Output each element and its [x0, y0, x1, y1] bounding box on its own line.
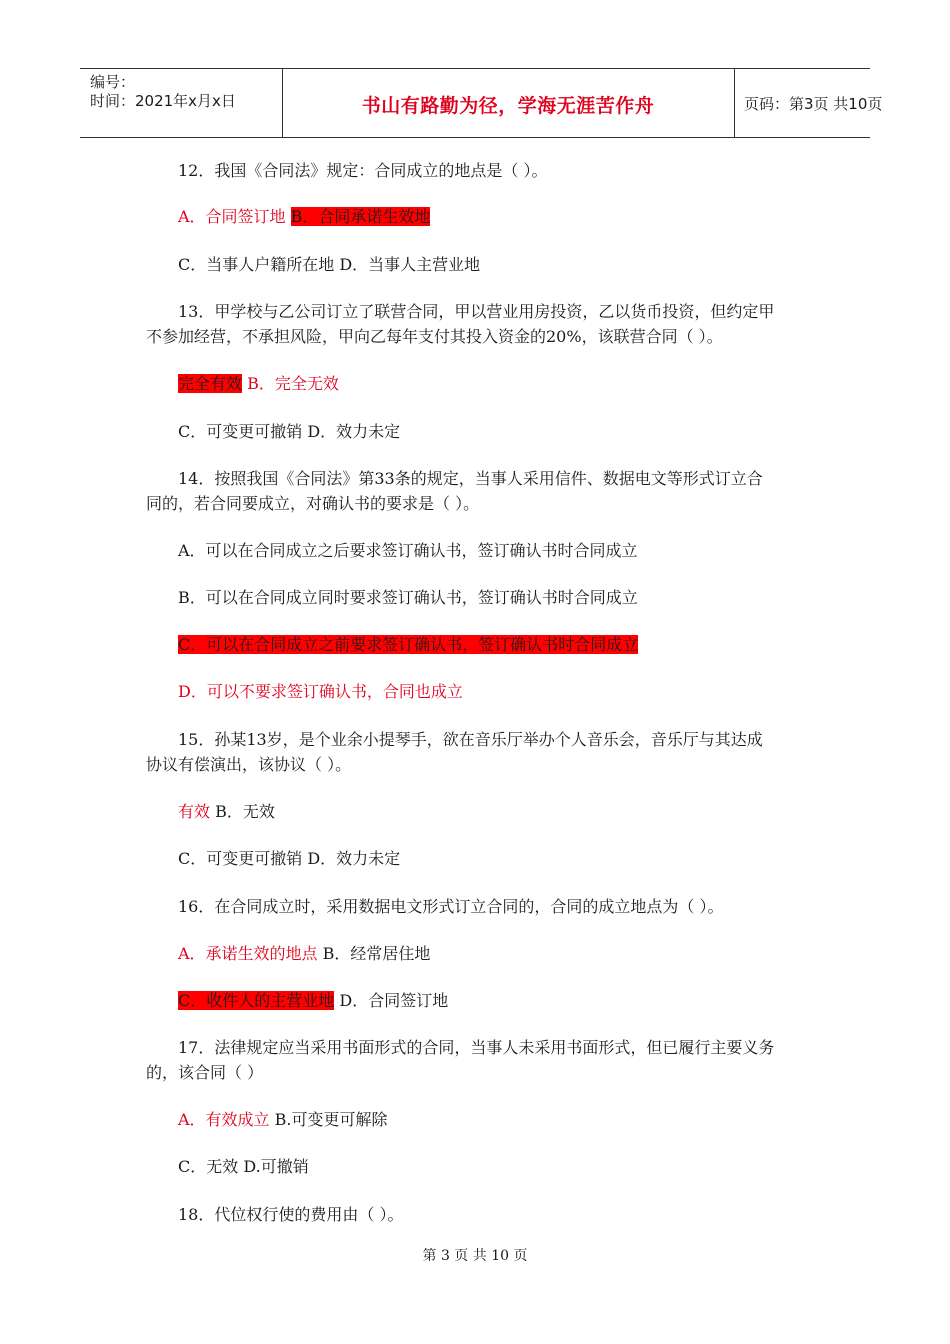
motto: 书山有路勤为径，学海无涯苦作舟	[361, 95, 655, 117]
q12-stem: 12．我国《合同法》规定：合同成立的地点是（ ）。	[178, 161, 548, 180]
page-label: 页码：第3页 共10页	[744, 95, 883, 113]
q13-stem-line1: 13．甲学校与乙公司订立了联营合同，甲以营业用房投资，乙以货币投资，但约定甲	[178, 302, 775, 321]
q16-options-cd	[178, 990, 448, 1012]
page-header	[80, 68, 883, 138]
q17-option-a: A．有效成立	[178, 1110, 270, 1129]
q12-option-b: B．合同承诺生效地	[290, 207, 431, 226]
q14-stem-line1: 14．按照我国《合同法》第33条的规定，当事人采用信件、数据电文等形式订立合	[178, 469, 763, 488]
q12-option-c: C．当事人户籍所在地	[178, 255, 335, 274]
q17-options-cd	[178, 1156, 309, 1178]
q16-option-c: C．收件人的主营业地	[178, 991, 335, 1010]
q12-option-a: A．合同签订地	[178, 207, 286, 226]
q15-options-cd	[178, 848, 400, 870]
q15-stem-line2: 协议有偿演出，该协议（ ）。	[146, 755, 352, 774]
number-label: 编号：	[90, 73, 136, 91]
header-meta	[80, 69, 283, 137]
q13-option-c: C．可变更可撤销	[178, 422, 303, 441]
q15-option-c: C．可变更可撤销	[178, 849, 303, 868]
q17-stem-line2: 的，该合同（ ）	[146, 1063, 264, 1082]
q15-options-ab	[178, 801, 275, 823]
q14-option-c: C．可以在合同成立之前要求签订确认书，签订确认书时合同成立	[178, 635, 639, 654]
q14-stem-line2: 同的，若合同要成立，对确认书的要求是（ ）。	[146, 494, 480, 513]
q13-option-b: B．完全无效	[247, 374, 339, 393]
q17-stem-line1: 17．法律规定应当采用书面形式的合同，当事人未采用书面形式，但已履行主要义务	[178, 1038, 775, 1057]
q13-options-ab	[178, 373, 339, 395]
q13-stem-line2: 不参加经营，不承担风险，甲向乙每年支付其投入资金的20%，该联营合同（ ）。	[146, 327, 723, 346]
q14-option-b: B．可以在合同成立同时要求签订确认书，签订确认书时合同成立	[178, 588, 638, 607]
q12-option-d: D．当事人主营业地	[339, 255, 481, 274]
q17-options-ab	[178, 1109, 388, 1131]
q17-option-c: C．无效	[178, 1157, 239, 1176]
q16-option-d: D．合同签订地	[339, 991, 449, 1010]
q13-option-d: D．效力未定	[307, 422, 401, 441]
q13-options-cd	[178, 421, 400, 443]
header-page-cell	[734, 69, 883, 137]
q15-option-a: 有效	[178, 802, 211, 821]
q15-stem-line1: 15．孙某13岁，是个业余小提琴手，欲在音乐厅举办个人音乐会，音乐厅与其达成	[178, 730, 763, 749]
q14-option-d: D．可以不要求签订确认书，合同也成立	[178, 682, 463, 701]
q18-stem: 18．代位权行使的费用由（ ）。	[178, 1205, 404, 1224]
q15-option-d: D．效力未定	[307, 849, 401, 868]
q14-option-a: A．可以在合同成立之后要求签订确认书，签订确认书时合同成立	[178, 541, 638, 560]
page-footer: 第 3 页 共 10 页	[422, 1248, 528, 1264]
q17-option-b: B.可变更可解除	[274, 1110, 388, 1129]
q13-option-a: 完全有效	[178, 374, 243, 393]
q12-options-cd	[178, 254, 480, 276]
time-label: 时间：2021年x月x日	[90, 92, 236, 110]
header-motto-cell	[282, 69, 735, 137]
q16-option-a: A．承诺生效的地点	[178, 944, 318, 963]
q12-options-ab	[178, 206, 430, 228]
q16-option-b: B．经常居住地	[322, 944, 431, 963]
q17-option-d: D.可撤销	[243, 1157, 309, 1176]
q16-options-ab	[178, 943, 430, 965]
q16-stem: 16．在合同成立时，采用数据电文形式订立合同的，合同的成立地点为（ ）。	[178, 897, 724, 916]
q15-option-b: B．无效	[215, 802, 275, 821]
